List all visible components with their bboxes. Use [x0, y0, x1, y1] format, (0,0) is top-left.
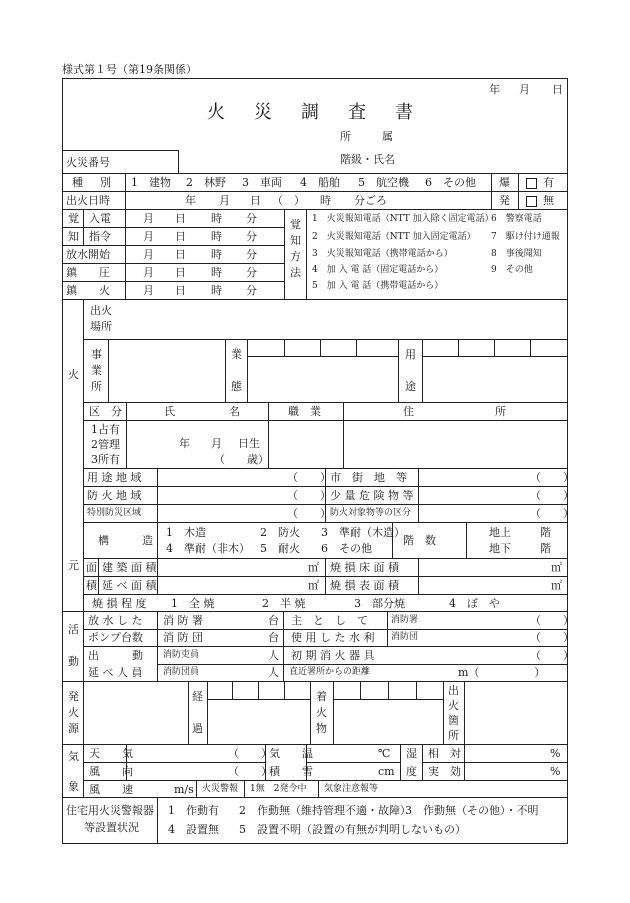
source-label: 源	[68, 722, 79, 735]
percent-unit: %	[550, 765, 561, 778]
alarm-option: 4 設置無	[168, 823, 219, 836]
used-water-label: 使 用 し た 水 利	[291, 631, 375, 644]
division-owner: 3所有	[91, 453, 120, 466]
time-month: 月	[143, 230, 154, 243]
main-water-label: 主 と し て	[291, 614, 368, 627]
unit-person: 人	[268, 666, 279, 679]
wind-speed-unit: m/s	[174, 783, 194, 796]
ignition-place-label: 場所	[90, 320, 112, 333]
burned-floor-area-label: 焼 損 床 面 積	[330, 561, 399, 574]
detection-method-label: 覚	[290, 218, 301, 231]
title-char: 書	[395, 102, 413, 123]
division-occupant: 1占有	[91, 423, 120, 436]
time-minute: 分	[246, 284, 257, 297]
time-day: 日	[175, 212, 186, 225]
business-label: 業	[231, 348, 242, 361]
category-label: 別	[100, 176, 111, 189]
alarm-option: 5 設置不明（設置の有無が判明しないもの）	[239, 823, 466, 836]
alarm-option: 1 作動有	[168, 804, 219, 817]
time-day: 日	[175, 284, 186, 297]
time-hour: 時	[211, 230, 222, 243]
unit-car: 台	[268, 614, 279, 627]
time-row-label: 入電	[89, 212, 111, 225]
origin-spot-label: 箇	[448, 714, 459, 727]
paren: （ ）	[530, 489, 574, 502]
paren: （ ）	[287, 471, 331, 484]
detection-option: 6 警察電話	[491, 214, 542, 224]
time-month: 月	[143, 284, 154, 297]
paren: （ ）	[530, 649, 574, 662]
division-manager: 2管理	[91, 438, 120, 451]
area-side-label: 積	[86, 579, 97, 592]
process-label: 経	[192, 690, 203, 703]
division-header: 区 分	[89, 405, 122, 418]
weather-side-label: 象	[68, 780, 79, 793]
detection-side-label: 知	[68, 230, 79, 243]
structure-option: 4 準耐（非木）	[166, 542, 250, 555]
detection-option: 2 火災報知電話（NTT 加入固定電話）	[312, 232, 476, 242]
title-char: 火	[207, 102, 225, 123]
time-row-label: 放水開始	[66, 248, 110, 261]
damage-option: 3 部分焼	[354, 597, 405, 610]
structure-option: 5 耐火	[260, 542, 300, 555]
time-row-label: 鎮 火	[66, 284, 110, 297]
alarm-option: 2 作動無（維持管理不適・故障）	[239, 804, 411, 817]
time-minute: 分	[246, 212, 257, 225]
time-month: 月	[143, 266, 154, 279]
explosion-yes-label: 有	[543, 176, 554, 189]
name-header: 氏	[164, 405, 175, 418]
zone-use-label: 用 途 地 域	[87, 471, 142, 484]
use-label: 途	[405, 380, 416, 393]
fire-number-label: 火災番号	[66, 156, 110, 169]
unit-person: 人	[268, 649, 279, 662]
office-label: 事	[91, 348, 102, 361]
time-row-label: 鎮 圧	[66, 266, 110, 279]
form-number: 様式第１号（第19条関係）	[62, 63, 197, 76]
unit-car: 台	[268, 631, 279, 644]
explosion-no-checkbox[interactable]	[526, 196, 537, 207]
detection-option: 1 火災報知電話（NTT 加入除く固定電話）	[312, 214, 494, 224]
alarm-label: 住宅用火災警報器	[66, 804, 154, 817]
floors-unit: 階	[540, 526, 551, 539]
origin-side-label: 元	[68, 559, 79, 572]
zone-urban-label: 市 街 地 等	[330, 471, 407, 484]
building-area-label: 建 築 面 積	[102, 561, 157, 574]
burned-surface-area-label: 焼 損 表 面 積	[330, 579, 399, 592]
time-hour: 時	[211, 266, 222, 279]
alarm-option: 3 作動無（その他）・不明	[405, 804, 539, 817]
pump-corps-label: 消 防 団	[163, 631, 203, 644]
snow-label: 積 雪	[269, 765, 313, 778]
activity-side-label: 動	[68, 655, 79, 668]
category-option-other: 6 その他	[425, 176, 476, 189]
weather-advisory-label: 気象注意報等	[324, 784, 379, 794]
header-year-label: 年	[489, 83, 500, 96]
detection-option: 8 事後聞知	[491, 249, 542, 259]
affiliation-label: 所	[340, 130, 351, 143]
dispatch-label: 出 動	[88, 649, 143, 662]
water-corps-label: 消防団	[391, 632, 419, 642]
detection-option: 7 駆け付け通報	[491, 232, 560, 242]
category-option-ship: 4 船舶	[300, 176, 340, 189]
pump-station-label: 消 防 署	[163, 614, 203, 627]
humidity-label: 度	[406, 765, 417, 778]
initial-equipment-label: 初 期 消 火 器 具	[291, 649, 375, 662]
address-header: 住	[403, 405, 414, 418]
ignition-day-label: 日	[250, 194, 261, 207]
structure-option: 2 防火	[260, 526, 300, 539]
detection-method-label: 知	[290, 234, 301, 247]
title-char: 査	[348, 102, 366, 123]
occupation-header: 職 業	[288, 405, 321, 418]
structure-option: 6 その他	[321, 542, 372, 555]
floors-unit: 階	[540, 542, 551, 555]
time-hour: 時	[211, 284, 222, 297]
category-option-vehicle: 3 車両	[242, 176, 282, 189]
use-label: 用	[405, 348, 416, 361]
origin-spot-label: 出	[448, 684, 459, 697]
title-char: 調	[301, 102, 319, 123]
paren: （ ）	[530, 471, 574, 484]
floor-area-label: 延 べ 面 積	[102, 579, 157, 592]
ignition-year-label: 年	[185, 194, 196, 207]
paren: （ ）	[228, 765, 272, 778]
rank-name-label: 階級・氏名	[340, 153, 395, 166]
floors-below-label: 地下	[489, 542, 511, 555]
ignition-datetime-label: 出火日時	[66, 194, 110, 207]
zone-hazard-label: 少 量 危 険 物 等	[330, 489, 414, 502]
pump-count-label: ポンプ台数	[88, 631, 143, 644]
detection-option: 3 火災報知電話（携帯電話から）	[312, 249, 453, 259]
ignition-month-label: 月	[219, 194, 230, 207]
detection-side-label: 覚	[68, 212, 79, 225]
zone-fireproof-label: 防 火 地 域	[87, 489, 142, 502]
ignition-hour-label: 時	[320, 194, 331, 207]
time-minute: 分	[246, 248, 257, 261]
explosion-label: 爆	[499, 176, 510, 189]
zone-object-label: 防火対象物等の区分	[330, 508, 412, 518]
origin-spot-label: 火	[448, 699, 459, 712]
source-label: 発	[68, 690, 79, 703]
material-label: 火	[316, 706, 327, 719]
time-month: 月	[143, 248, 154, 261]
detection-method-label: 方	[290, 250, 301, 263]
weather-condition-label: 天 気	[89, 747, 133, 760]
floors-label: 階 数	[403, 534, 436, 547]
explosion-yes-checkbox[interactable]	[526, 178, 537, 189]
birth-month-label: 月	[211, 437, 222, 450]
time-day: 日	[175, 248, 186, 261]
effective-humidity-label: 実 効	[428, 765, 461, 778]
explosion-label: 発	[499, 194, 510, 207]
wind-speed-label: 風 速	[89, 783, 133, 796]
explosion-no-label: 無	[543, 194, 554, 207]
detection-option: 5 加 入 電 話（携帯電話から）	[312, 281, 444, 291]
dispatch-corps-label: 消防団員	[163, 667, 200, 677]
process-label: 過	[192, 722, 203, 735]
temperature-label: 気 温	[269, 747, 313, 760]
zone-special-label: 特別防災区域	[87, 508, 142, 518]
time-row-label: 指令	[89, 230, 111, 243]
material-label: 物	[316, 722, 327, 735]
paren: （ ）	[530, 507, 574, 520]
age-label: （ 歳）	[214, 453, 269, 466]
ignition-place-label: 出火	[90, 304, 112, 317]
time-day: 日	[175, 230, 186, 243]
ignition-minute-label: 分ごろ	[354, 194, 387, 207]
structure-label: 構 造	[98, 534, 153, 547]
address-header: 所	[495, 405, 506, 418]
structure-option: 1 木造	[166, 526, 206, 539]
time-day: 日	[175, 266, 186, 279]
time-hour: 時	[211, 212, 222, 225]
temperature-unit: ℃	[378, 747, 391, 760]
time-minute: 分	[246, 230, 257, 243]
time-minute: 分	[246, 266, 257, 279]
dispatch-label: 延 べ 人 員	[88, 666, 143, 679]
pump-count-label: 放 水 し た	[88, 614, 143, 627]
detection-option: 4 加 入 電 話（固定電話から）	[312, 265, 444, 275]
wind-direction-label: 風 向	[89, 765, 133, 778]
paren: （ ）	[287, 507, 331, 520]
ignition-dow-label: （ ）	[272, 194, 305, 207]
distance-meter: m（ ）	[458, 666, 546, 679]
dispatch-staff-label: 消防吏員	[163, 650, 200, 660]
area-unit: ㎡	[551, 561, 562, 574]
origin-side-label: 火	[68, 368, 79, 381]
office-label: 業	[91, 364, 102, 377]
header-month-label: 月	[519, 83, 530, 96]
header-day-label: 日	[552, 83, 563, 96]
humidity-label: 湿	[406, 747, 417, 760]
relative-humidity-label: 相 対	[428, 747, 461, 760]
area-unit: ㎡	[308, 561, 319, 574]
weather-side-label: 気	[68, 750, 79, 763]
structure-option: 3 準耐（木造）	[321, 526, 405, 539]
birth-day-label: 日生	[238, 437, 260, 450]
category-label: 種	[72, 176, 83, 189]
title-char: 災	[254, 102, 272, 123]
time-hour: 時	[211, 248, 222, 261]
time-month: 月	[143, 212, 154, 225]
area-unit: ㎡	[551, 579, 562, 592]
category-option-aircraft: 5 航空機	[358, 176, 409, 189]
fire-warning-label: 火災警報	[202, 784, 239, 794]
damage-option: 2 半 焼	[262, 597, 306, 610]
business-label: 態	[231, 380, 242, 393]
fire-warning-options: 1無 2発令中	[250, 784, 307, 794]
area-side-label: 面	[86, 561, 97, 574]
paren: （ ）	[530, 631, 574, 644]
floors-above-label: 地上	[489, 526, 511, 539]
affiliation-label: 属	[382, 130, 393, 143]
percent-unit: %	[550, 747, 561, 760]
distance-label: 直近署所からの距離	[289, 667, 371, 677]
source-label: 火	[68, 706, 79, 719]
office-label: 所	[91, 380, 102, 393]
paren: （ ）	[530, 614, 574, 627]
damage-label: 焼 損 程 度	[92, 597, 147, 610]
snow-unit: cm	[378, 765, 395, 778]
detection-option: 9 その他	[491, 265, 533, 275]
activity-side-label: 活	[68, 623, 79, 636]
area-unit: ㎡	[308, 579, 319, 592]
damage-option: 4 ぼ や	[449, 597, 500, 610]
paren: （ ）	[228, 747, 272, 760]
origin-spot-label: 所	[448, 729, 459, 742]
category-option-building: 1 建物	[131, 176, 171, 189]
alarm-label: 等設置状況	[84, 821, 139, 834]
birth-year-label: 年	[179, 437, 190, 450]
paren: （ ）	[287, 489, 331, 502]
material-label: 着	[316, 690, 327, 703]
detection-method-label: 法	[290, 266, 301, 279]
name-header: 名	[229, 405, 240, 418]
category-option-forest: 2 林野	[186, 176, 226, 189]
water-station-label: 消防署	[391, 615, 419, 625]
damage-option: 1 全 焼	[171, 597, 215, 610]
